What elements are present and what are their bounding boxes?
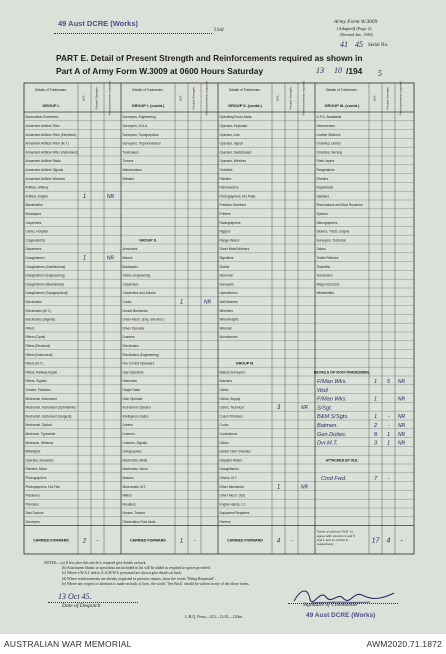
trade-label: Nurses, Trained	[122, 511, 145, 516]
trade-label: Armament Artificer Fitter (Electrical)	[25, 132, 76, 137]
trade-label: Surveyors	[25, 520, 40, 524]
trade-label: Vulcanisers	[316, 273, 333, 278]
nontradesman-name: Woll	[317, 387, 328, 394]
trade-label: Clerks	[219, 440, 229, 445]
nontradesman-required: NR	[397, 431, 406, 438]
trade-label: Clerks	[219, 388, 229, 392]
nontradesman-name: B&M S/Sgts.	[317, 414, 349, 421]
nontradesman-posted: 5	[386, 379, 391, 385]
trade-label: Butchers	[219, 379, 233, 384]
trade-label: Surveyors, Topographical	[122, 132, 159, 137]
nontradesman-posted: 1	[386, 431, 391, 438]
nontradesman-we: 2	[373, 423, 378, 429]
total-required: -	[400, 537, 403, 545]
trade-label: Engine Hands, I.C.	[219, 502, 247, 507]
nontradesman-posted: -	[387, 423, 390, 429]
trade-label: Fitters (M.T.)	[25, 361, 44, 366]
trade-label: Cordwainers	[219, 432, 238, 436]
col-head-vertical: Posted Strength.	[94, 86, 99, 110]
trade-label: Clerks, Hospital	[25, 229, 48, 234]
carried-forward-label: CARRIED FORWARD	[33, 538, 69, 543]
trade-label: Cooks	[122, 300, 132, 304]
entry-required: NR	[106, 194, 115, 200]
trade-label: Orderlies, Dental	[316, 141, 341, 146]
trade-label: Fitters, Signals	[25, 379, 47, 384]
trade-label: Whitesmiths	[316, 291, 334, 296]
trade-label: Ropeblocks	[316, 185, 334, 190]
col-head-trades: Details of Tradesmen.	[34, 88, 68, 92]
trade-label: Dispatch Riders	[219, 458, 242, 463]
col-head-trades: Details of Tradesmen.	[228, 88, 262, 92]
trade-label: GROUP III.	[235, 361, 255, 366]
trade-label: Riveters	[316, 176, 329, 181]
archive-accession: AWM2020.71.1872	[366, 639, 442, 649]
trade-label: Draughtsmen (Architectural)	[25, 264, 66, 269]
form-number: Army Form W.3009	[334, 19, 378, 25]
entry-we: 1	[179, 299, 184, 306]
trade-label: Bakers	[122, 256, 133, 260]
trade-label: Grinder, Precision	[25, 388, 51, 392]
trade-label: Moulders	[122, 502, 136, 507]
nontradesman-required: NR	[397, 414, 406, 421]
trade-label: Armament Artificer Fitter (M.T.)	[25, 141, 69, 146]
attached-we: 7	[373, 475, 378, 482]
note-a: NOTES:—(a) If less after this article is required give details on back.	[44, 561, 147, 565]
trade-label: Armourers	[122, 247, 138, 252]
total-we: 17	[371, 537, 380, 545]
trade-label: Saw Doctors	[25, 511, 44, 516]
carried-forward-posted: -	[96, 538, 99, 545]
trade-label: Predictor Numbers	[219, 203, 247, 208]
trade-label: Hammermen	[316, 124, 335, 128]
nontradesman-we: 3	[373, 440, 378, 447]
entry-required: NR	[203, 299, 212, 306]
nontradesman-required: NR	[397, 379, 406, 385]
note-c: (c) Where a W.A.I. and/or A.A.M.W.S. personnel are shown give details on back.	[62, 571, 182, 576]
trade-label: Radiographers	[219, 220, 241, 225]
report-month-hw: 10	[334, 66, 342, 75]
trade-label: Gas Operators	[122, 370, 144, 375]
trade-label: Clerks, Supply	[219, 396, 241, 401]
col-head-vertical: W.E.	[81, 94, 86, 102]
nontradesman-name: Batmen.	[317, 423, 338, 429]
trade-label: Electricians (M.T.)	[25, 308, 51, 313]
trade-label: Coach Trimmers	[219, 414, 243, 419]
nontradesman-name: S/Sgt.	[317, 405, 333, 412]
note-e: (e) Where any request or attention is made on back of form, the words "See Back" should be written in any of the above forms.	[62, 581, 250, 586]
col-head-vertical: Reinforcements required.	[398, 80, 403, 116]
trade-label: Blacksmiths	[25, 203, 43, 208]
trade-label: Wagon Erectors	[316, 282, 340, 287]
trade-label: Armament Artificer Signals	[25, 168, 64, 172]
trade-label: Draughtsmen	[25, 256, 45, 260]
trade-label: Watchmakers	[122, 168, 142, 172]
trade-label: Rangetakers	[316, 168, 335, 172]
trade-label: Operating Room Assts.	[219, 115, 253, 120]
trade-label: GROUP II.	[139, 238, 157, 243]
trade-label: Photographers, Hot Film	[25, 484, 61, 489]
trade-label: Painters, Motor	[25, 467, 48, 472]
trade-label: Masons	[122, 476, 134, 480]
trade-label: Armament Artificer Radio	[25, 159, 61, 164]
trade-label: Riggers	[219, 229, 231, 234]
serial-label: Serial No.	[368, 43, 389, 48]
col-head-vertical: Posted Strength.	[288, 86, 293, 110]
trade-label: Mechanist, Optical	[25, 423, 52, 428]
nontradesman-required: NR	[397, 396, 406, 403]
trade-label: Millers	[122, 493, 132, 498]
nontradesman-required: NR	[397, 440, 406, 447]
trade-label: Upholsterers	[219, 291, 238, 296]
trade-label: Orderlies	[219, 168, 233, 172]
col-head-trades: Details of Tradesmen.	[131, 88, 165, 92]
trade-label: Operator, Signal	[219, 141, 243, 146]
trade-label: G.P.O. Assistants	[316, 115, 342, 120]
trade-label: Mechanic, Wireless	[25, 440, 54, 445]
report-year-hw: 5	[378, 69, 382, 78]
unit-label: Unit	[214, 27, 224, 33]
trade-label: Photographers	[25, 476, 47, 480]
trade-label: Surveyors, Engineering	[122, 115, 156, 120]
printer-imprint: L.H.Q. Press—415—11/41—120m.	[185, 614, 243, 619]
col-head-group: GROUP II. (contd.)	[228, 103, 262, 108]
trade-label: Carpenters and Joiners	[122, 291, 156, 296]
trade-label: Shoemakers and Boot Repairers	[316, 203, 363, 208]
trade-label: Armament Artificer Fitter (Instrument)	[25, 150, 78, 155]
trade-label: Artificer, Artillery	[25, 185, 49, 190]
trade-label: Operator, Switchboard	[219, 150, 252, 155]
report-day-hw: 13	[316, 66, 324, 75]
trade-label: DETAILS OF NON-TRADESMEN.	[313, 370, 371, 375]
trade-label: Splicers	[316, 212, 328, 216]
trade-label: Bricklayers	[122, 264, 139, 269]
carried-forward-label: CARRIED FORWARD	[130, 538, 166, 543]
nontradesman-we: 1	[373, 379, 378, 385]
trade-label: Fire Control Operators	[122, 361, 155, 366]
trade-label: Tinsmiths	[316, 264, 331, 269]
trade-label: Fitters, Railway Signal	[25, 370, 58, 375]
trade-label: Surveyors, R.A.A.	[122, 124, 148, 128]
trade-label: Farriers	[219, 520, 231, 524]
trade-label: Storemen	[219, 273, 234, 278]
trade-label: Driver Mechanics	[219, 484, 245, 489]
trade-label: Drainers	[122, 335, 135, 340]
attached-label: ATTACHED BY W.E.	[325, 458, 359, 463]
trade-label: Observation Post Assts.	[122, 520, 157, 524]
entry-required: NR	[300, 484, 309, 491]
unit-stamp: 49 Aust DCRE (Works)	[58, 19, 139, 28]
signature-label: Signature of Commander	[303, 602, 359, 608]
trade-label: Dispensers	[25, 247, 42, 252]
attached-name: Cmd Fwd.	[321, 475, 347, 482]
col-head-vertical: Reinforcements required.	[301, 80, 306, 116]
trade-label: Textile Refiners	[316, 256, 339, 260]
trade-label: Height Taker	[122, 388, 141, 392]
part-title-line2: Part A of Army Form W.3009 at 0600 Hours Saturday	[56, 66, 264, 76]
trade-label: Draughtsmen	[219, 467, 239, 472]
trade-label: Painters	[219, 176, 232, 181]
trade-label: Electricians (Signals)	[25, 317, 56, 322]
trade-label: Toolmakers	[122, 150, 139, 155]
archive-name: AUSTRALIAN WAR MEMORIAL	[4, 639, 132, 649]
trade-label: Machinists, Metal	[122, 458, 148, 463]
trade-label: Battery Surveyors	[219, 370, 245, 375]
trade-label: Signallers	[219, 256, 234, 260]
trade-label: Draughtsmen (Mechanical)	[25, 282, 64, 287]
trade-label: Instrument Operator	[122, 405, 152, 410]
trade-label: Plasterers	[25, 493, 40, 498]
entry-we: 3	[276, 405, 281, 412]
trade-label: Joiners	[122, 423, 133, 428]
nontradesman-name: Dvr.M.T.	[317, 440, 338, 447]
trade-label: Turners	[122, 159, 134, 164]
trade-label: Artificer, Engine	[25, 194, 48, 199]
attached-posted: -	[387, 475, 390, 482]
serial-number-hw: 41	[340, 40, 348, 49]
trade-label: Linemen	[122, 432, 135, 436]
trade-label: Clerks, Technical	[219, 405, 244, 410]
trade-label: Fitters	[25, 326, 35, 331]
trade-label: Carpenters	[122, 282, 139, 287]
trade-label: Surveyors, Technical	[316, 238, 346, 243]
totals-caption: and 1 and 12 of Part A,	[317, 538, 349, 542]
col-head-vertical: Reinforcements required.	[107, 80, 112, 116]
trade-label: Paint Booters	[219, 185, 239, 190]
nontradesman-name: F/Man Wks.	[317, 379, 347, 385]
trade-label: Wheelwrights	[219, 317, 239, 322]
trade-label: Fitters (Electrical)	[25, 344, 51, 348]
trade-label: Saddlers	[316, 194, 330, 199]
trade-label: Surveyors, Trigonometrical	[122, 141, 161, 146]
col-head-trades: Details of Tradesmen.	[325, 88, 359, 92]
trade-label: Coppersmiths	[25, 238, 46, 243]
trade-label: Hole Operator	[122, 396, 143, 401]
trade-label: Plate Layers	[316, 159, 335, 164]
carried-forward-we: 4	[276, 538, 281, 545]
nontradesman-required: NR	[397, 423, 406, 429]
trade-label: Plumbers	[25, 502, 39, 507]
form-revised: (Revised Jan., 1940)	[340, 32, 373, 37]
trade-label: Mechanist, Instrument (Ophthalmic)	[25, 405, 76, 410]
trade-label: Armament Artificer Wireless	[25, 176, 65, 181]
carried-forward-we: 2	[82, 538, 87, 545]
archive-footer	[0, 633, 446, 654]
trade-label: Woodturners	[219, 335, 238, 340]
form-adapted: (Adapted) (Page 2)	[337, 26, 372, 31]
trade-label: Operator, Wireless	[219, 159, 246, 164]
trade-label: Range-Takers	[219, 238, 240, 243]
trade-label: Clerks, Engineering	[122, 273, 151, 278]
commander-unit-stamp: 49 Aust DCRE (Works)	[306, 612, 376, 619]
note-b: (b) Attachment blanks or specialists not included in list will be added as required in spaces provided.	[62, 566, 211, 571]
entry-we: 1	[276, 484, 281, 491]
trade-label: Millwrights	[25, 449, 41, 454]
trade-label: Smiths	[219, 264, 230, 269]
trade-label: Operator, Excavator	[25, 458, 54, 463]
trade-label: Driver Operator	[122, 326, 145, 331]
col-head-vertical: Posted Strength.	[385, 86, 390, 110]
nontradesman-posted: -	[387, 414, 390, 421]
total-posted: 4	[386, 537, 391, 545]
nontradesman-we: 1	[373, 414, 378, 421]
trade-label: Electricians	[122, 344, 139, 348]
trade-label: Mechanist, Instrument (Surgical)	[25, 414, 72, 419]
despatch-label: Date of Despatch	[62, 603, 101, 609]
trade-label: Photographers, Dry Plate	[219, 194, 256, 199]
trade-label: Machinists, Wood	[122, 467, 148, 472]
col-head-vertical: Posted Strength.	[191, 86, 196, 110]
trade-label: Orderlies, Nursing	[316, 150, 343, 155]
col-head-group: GROUP I. (contd.)	[131, 103, 165, 108]
trade-label: Driver-Mech. (Eng. and Mch.)	[122, 317, 165, 322]
trade-label: Drivers, M.T.	[219, 476, 238, 480]
trade-label: Sheet Metal Workers	[219, 247, 250, 252]
trade-label: Fitters (Cycle)	[25, 335, 46, 340]
trade-label: Wheelers	[219, 308, 233, 313]
trade-label: Electricians (Engineering)	[122, 352, 159, 357]
carried-forward-posted: -	[193, 538, 196, 545]
carried-forward-we: 1	[179, 538, 184, 545]
totals-caption: respectively.	[317, 542, 334, 547]
trade-label: Printers	[219, 212, 231, 216]
notes-block	[44, 561, 414, 587]
trade-label: Linemen, Signals	[122, 440, 147, 445]
trade-label: Lithographers	[122, 449, 142, 454]
trade-label: Wall Bearers	[219, 300, 238, 304]
note-d: (d) Where reinforcements are already requested in previous returns, show the words "Being Requested".	[62, 576, 216, 581]
trade-label: Tailors	[316, 247, 326, 252]
report-year-print: /194	[346, 66, 363, 76]
carried-forward-label: CARRIED FORWARD	[227, 538, 263, 543]
trade-label: Armament Artificer Fitter	[25, 124, 60, 128]
trade-label: Stokers, Tracts, Engine	[316, 229, 350, 234]
nontradesman-name: Gen.Duties.	[317, 431, 347, 438]
totals-caption: agree with columns 4 and 5	[317, 533, 355, 538]
totals-caption: Totals of columns 'W.E.' to	[317, 529, 353, 534]
trade-label: Operator, Keyboard	[219, 124, 248, 128]
serial-number-hw-2: 45	[355, 40, 363, 49]
despatch-date-hw: 13 Oct 45.	[58, 592, 92, 601]
trade-label: Draughtsmen (Engineering)	[25, 273, 65, 278]
trade-label: Dental Mechanics	[122, 308, 148, 313]
trade-label: Operator, Line	[219, 132, 240, 137]
col-head-group: GROUP III. (contd.)	[324, 103, 360, 108]
trade-label: Equipment Repairers	[219, 511, 250, 516]
trade-label: Hatchmen	[122, 379, 138, 384]
trade-label: Leather Stitchers	[316, 132, 341, 137]
trade-label: Intelligence Duties	[122, 414, 149, 419]
entry-we: 1	[82, 194, 87, 200]
nontradesman-we: 8	[373, 431, 378, 438]
entry-we: 1	[82, 255, 87, 262]
trade-label: Electricians	[25, 300, 42, 304]
trade-label: Stenographers	[316, 220, 338, 225]
trade-label: Bricklayers	[25, 212, 42, 216]
trade-label: Welders	[122, 176, 135, 181]
trade-label: Surveyors	[219, 282, 234, 287]
trade-label: Wiremen	[219, 326, 233, 331]
trade-label: Driver Mech. (Tpt)	[219, 493, 246, 498]
carried-forward-posted: -	[290, 538, 293, 545]
entry-required: NR	[106, 255, 115, 262]
col-head-vertical: W.E.	[275, 94, 280, 102]
trade-label: Draughtsmen (Topographical)	[25, 291, 68, 296]
trade-label: Fitters (Instrument)	[25, 352, 53, 357]
col-head-group: GROUP I.	[42, 103, 60, 108]
trade-label: Mechanic, Typewriter	[25, 432, 56, 436]
trade-label: Cooks	[219, 423, 229, 428]
trade-label: Mechanist, Instrument	[25, 396, 57, 401]
nontradesman-we: 1	[373, 396, 378, 403]
trade-label: Mechanists, M.T.	[122, 484, 147, 489]
nontradesman-name: F/Man Wks.	[317, 396, 347, 403]
col-head-vertical: Reinforcements required.	[204, 80, 209, 116]
entry-required: NR	[300, 405, 309, 412]
trade-label: Dental Clerk Orderlies	[219, 449, 251, 454]
part-title-line1: PART E. Detail of Present Strength and Reinforcements required as shown in	[56, 53, 363, 63]
trade-label: Ammunition Examiners	[25, 115, 59, 120]
col-head-vertical: W.E.	[178, 94, 183, 102]
nontradesman-posted: 1	[386, 440, 391, 447]
col-head-vertical: W.E.	[372, 94, 377, 102]
trade-label: Carpenters	[25, 220, 42, 225]
